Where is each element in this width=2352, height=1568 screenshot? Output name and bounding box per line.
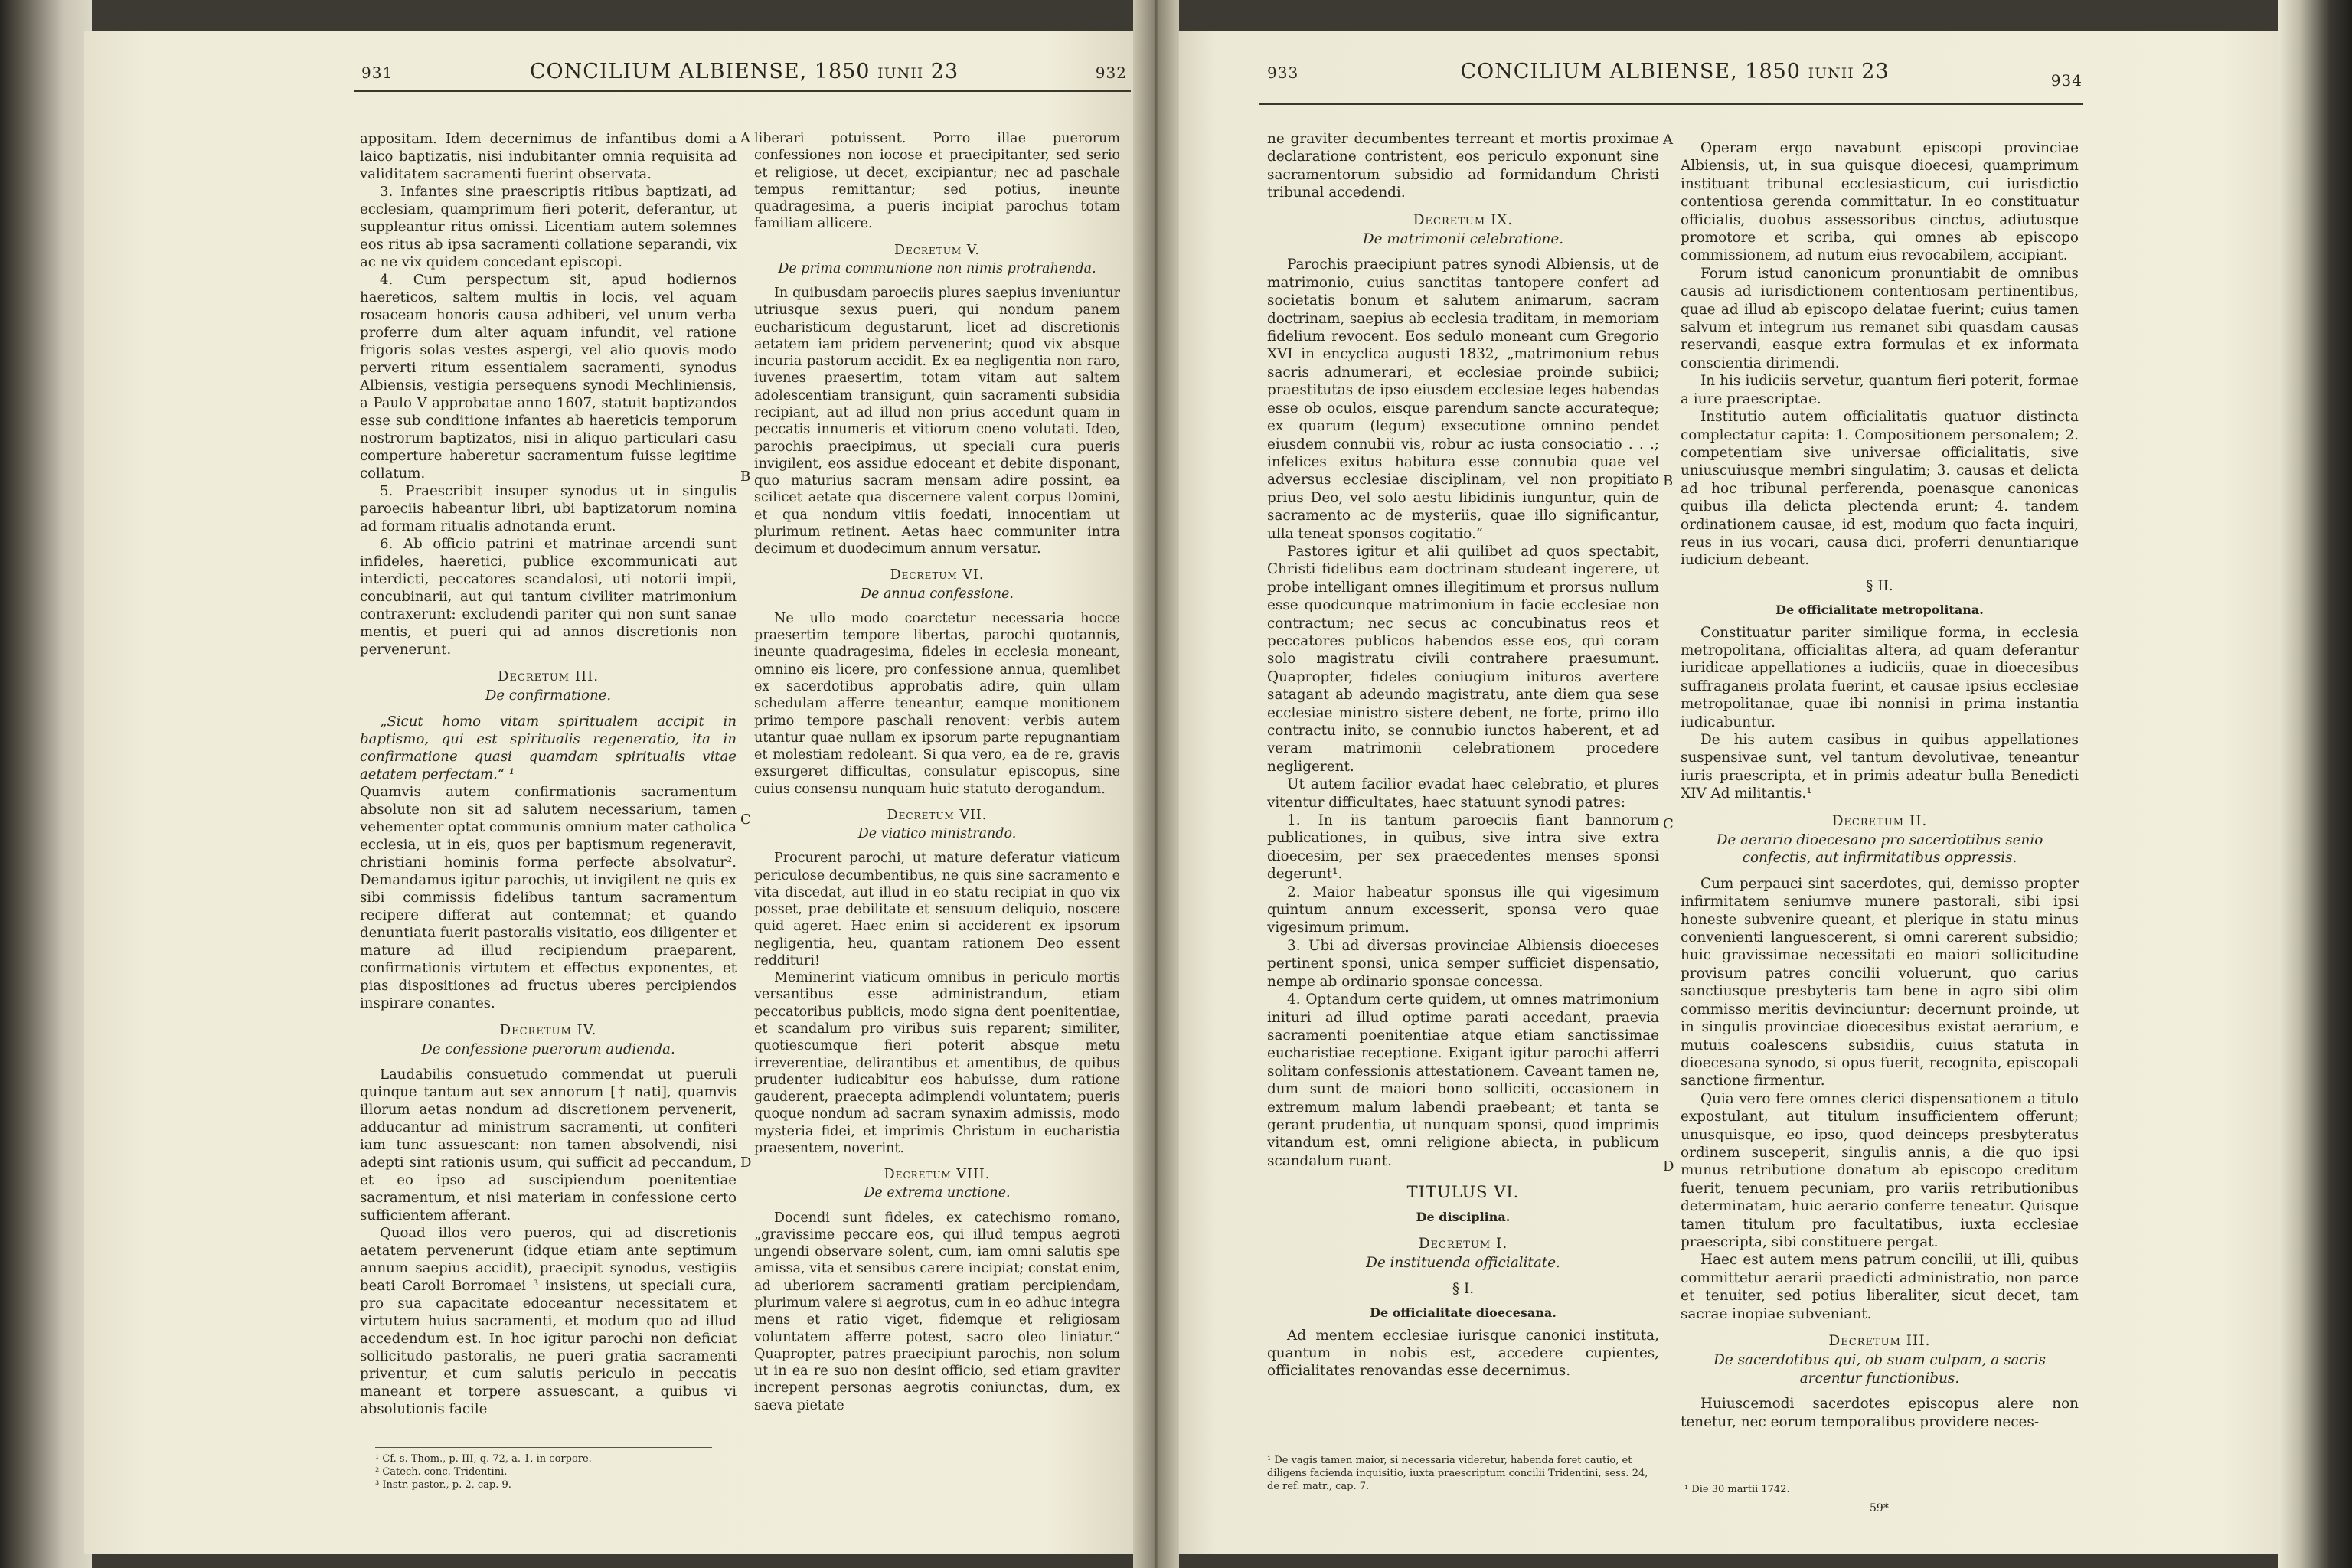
decree-heading: Decretum III.	[1828, 1333, 1931, 1349]
paragraph: appositam. Idem decernimus de infantibus domi a laico baptizatis, nisi indubitanter omnia requisita ad validitatem sacramenti fuerint observata.	[360, 131, 737, 183]
margin-letter: D	[740, 1155, 752, 1171]
decree-heading: Decretum VI.	[890, 567, 985, 583]
paragraph: Ut autem facilior evadat haec celebratio, et plures vitentur difficultates, haec statuunt synodi patres:	[1267, 776, 1659, 811]
paragraph: 5. Praescribit insuper synodus ut in singulis paroeciis habeantur libri, ubi baptizatorum nomina ad formam ritualis adnotanda erunt.	[360, 483, 737, 535]
left-page-column-1	[360, 130, 737, 1418]
paragraph: Forum istud canonicum pronuntiabit de omnibus causis ad iurisdictionem contentiosam pertinentibus, quae ad illud ab episcopo delatae fuerint; cuius tamen salvum et integrum ius remanet sibi quasdam causas reservandi, easque extra formulas et ex informata conscientia dirimendi.	[1681, 265, 2079, 371]
paragraph: Procurent parochi, ut mature deferatur viaticum periculose decumbentibus, ne quis sine sacramento e vita discedat, aut illud in eo statu recipiat in quo vix posset, prae debilitate et sensuum deliquio, noscere quid ageret. Haec enim si acciderent ex ipsorum negligentia, heu, quantam rationem Deo essent reddituri!	[754, 851, 1120, 969]
right-page-column-1	[1267, 130, 1659, 1380]
paragraph: liberari potuissent. Porro illae puerorum confessiones non iocose et praecipitanter, sed serio et religiose, ut decet, excipiantur; nec ad paschale tempus remittantur; sed potius, ineunte quadragesima, a pueris incipiat parochus totam familiam allicere.	[754, 131, 1120, 232]
right-page-header	[1267, 60, 2082, 90]
margin-letter: C	[740, 812, 751, 828]
paragraph: Operam ergo navabunt episcopi provinciae Albiensis, ut, in sua quisque dioecesi, quamprimum instituant tribunal ecclesiasticum, cui iurisdictio contentiosa gerenda committatur. In eo constituatur officialis, duobus assessoribus cinctus, adiutusque promotore et scriba, qui omnes ab episcopo commissionem, ad nutum eius revocabilem, accipiant.	[1681, 140, 2079, 264]
paragraph: Ne ullo modo coarctetur necessaria hocce praesertim tempore libertas, parochi quotannis, ineunte quadragesima, fideles in ecclesia moneant, omnino eis licere, pro confessione annua, quemlibet ex sacerdotibus approbatis adire, quin ullam schedulam afferre teneantur, eamque monitionem primo tempore paschali renovent: verbis autem utantur quae nullam ex ipsorum parte repugnantiam et molestiam redoleant. Si qua vero, ea de re, gravis exsurgeret difficultas, consulatur episcopus, sine cuius consensu nunquam huic statuto derogandum.	[754, 610, 1120, 797]
section-heading: De officialitate dioecesana.	[1370, 1305, 1557, 1321]
decree-heading: Decretum V.	[894, 242, 980, 258]
book-edge-right	[2278, 0, 2352, 1568]
running-title: CONCILIUM ALBIENSE, 1850 iunii 23	[529, 60, 959, 83]
paragraph: 2. Maior habeatur sponsus ille qui vigesimum quintum annum excesserit, sponsa vero quae vigesimum primum.	[1267, 884, 1659, 936]
decree-subtitle: De viatico ministrando.	[858, 826, 1017, 842]
header-rule	[354, 90, 1131, 92]
right-page-column-2	[1681, 139, 2079, 1431]
header-rule	[1259, 103, 2082, 105]
decree-subtitle: De instituenda officialitate.	[1366, 1255, 1560, 1272]
paragraph: 4. Optandum certe quidem, ut omnes matrimonium inituri ad illud optime parati accedant, praevia sacramenti poenitentiae atque etiam sanctissimae eucharistiae receptione. Exigant igitur parochi afferri solitam confessionis attestationem. Caveant tamen ne, dum sunt de maiori bono solliciti, occasionem in extremum malum labendi praebeant; et tanta se gerant prudentia, ut nunquam sponsi, quod imprimis vitandum est, omni religione abiecta, in publicum scandalum ruant.	[1267, 991, 1659, 1169]
paragraph: Constituatur pariter similique forma, in ecclesia metropolitana, officialitas altera, ad quam deferantur iuridicae appellationes a iudiciis, quae in dioecesibus suffraganeis prolata fuerint, et causae ipsius ecclesiae metropolitanae, quae ibi nonnisi in prima instantia iudicabuntur.	[1681, 624, 2079, 730]
decree-heading: Decretum III.	[497, 668, 599, 685]
decree-heading: Decretum II.	[1831, 812, 1928, 829]
margin-letter: D	[1663, 1158, 1674, 1174]
section-mark: § II.	[1866, 577, 1893, 594]
margin-letter: B	[1663, 473, 1674, 489]
section-heading: De disciplina.	[1416, 1209, 1511, 1224]
paragraph: Haec est autem mens patrum concilii, ut illi, quibus committetur aerarii praedicti administratio, non parce et tenuiter, sed potius liberaliter, sicut decet, tam sacrae inopiae subveniant.	[1681, 1252, 2079, 1322]
paragraph: Quoad illos vero pueros, qui ad discretionis aetatem pervenerunt (idque etiam ante septimum annum saepius accidit), praecipit synodus, vestigiis beati Caroli Borromaei ³ insistens, ut speciali cura, pro sua capacitate edoceantur necessitatem et virtutem huius sacramenti, et modum quo ad illud accedendum est. In hoc igitur parochi non deficiat sollicitudo pastoralis, ne pueri gratia sacramenti priventur, et cum salutis periculo in peccatis maneant et torpere assuescant, a quibus vi absolutionis facile	[360, 1224, 737, 1418]
decree-subtitle: De aerario dioecesano pro sacerdotibus senio confectis, aut infirmitatibus oppressis.	[1716, 832, 2043, 867]
margin-letter: A	[1663, 132, 1673, 148]
page-number: 931	[361, 64, 394, 82]
decree-subtitle: De prima communione non nimis protrahenda.	[778, 260, 1096, 276]
footnote: ¹ De vagis tamen maior, si necessaria videretur, habenda foret cautio, et diligens facienda inquisitio, iuxta praescriptum concilii Tridentini, sess. 24, de ref. matr., cap. 7.	[1267, 1455, 1648, 1492]
page-number: 934	[2050, 71, 2082, 90]
footnote: ³ Instr. pastor., p. 2, cap. 9.	[375, 1479, 511, 1491]
decree-heading: Decretum I.	[1418, 1235, 1508, 1252]
page-number: 933	[1267, 64, 1299, 82]
paragraph: In his iudiciis servetur, quantum fieri poterit, formae a iure praescriptae.	[1681, 373, 2079, 407]
paragraph: Quamvis autem confirmationis sacramentum absolute non sit ad salutem necessarium, tamen vehementer optat communis omnium mater catholica ecclesia, ut in eis, quos per baptismum regeneravit, christiani hominis forma perfecte absolvatur². Demandamus igitur parochis, ut invigilent ne quis ex sibi commissis fidelibus tantum sacramentum recipere differat aut contemnat; et quando denuntiata fuerit pastoralis visitatio, eos diligenter et mature ad illud recipiendum praeparent, confirmationis virtutem et effectus exponentes, et pias dispositiones ad fructus uberes percipiendos inspirare conantes.	[360, 783, 737, 1011]
paragraph: Institutio autem officialitatis quatuor distincta complectatur capita: 1. Compositionem personalem; 2. competentiam sive universae officialitatis, sive uniuscuiusque membri singulatim; 3. causas et delicta ad hoc tribunal perferenda, poenasque canonicas quibus illa delicta plectenda erunt; 4. tandem ordinationem causae, id est, modum quo facta inquiri, reus in ius vocari, causa dici, proferri denuntiarique iudicium debeant.	[1681, 409, 2079, 569]
right-page-footnote-right	[1684, 1478, 2067, 1496]
titulus-heading: TITULUS VI.	[1406, 1183, 1520, 1202]
decree-heading: Decretum IX.	[1413, 211, 1514, 228]
decree-subtitle: De confirmatione.	[485, 688, 612, 704]
running-title: CONCILIUM ALBIENSE, 1850 iunii 23	[1460, 60, 1890, 83]
paragraph: Docendi sunt fideles, ex catechismo romano, „gravissime peccare eos, qui illud tempus aegroti ungendi observare solent, cum, iam omni salutis spe amissa, vita et sensibus carere incipiat; constat enim, ad uberiorem sacramenti gratiam percipiendam, plurimum valere si aegrotus, cum in eo adhuc integra mens et ratio viget, fidemque et religiosam voluntatem afferre potest, sacro oleo liniatur.“ Quapropter, patres praecipiunt parochis, non solum ut in ea re suo non desint officio, sed etiam graviter increpent personas aegrotis coniunctas, dum, ex saeva pietate	[754, 1210, 1120, 1413]
decree-subtitle: De confessione puerorum audienda.	[421, 1040, 675, 1057]
margin-letter: C	[1663, 816, 1674, 832]
left-page-footnotes	[375, 1447, 712, 1491]
decree-subtitle: De matrimonii celebratione.	[1362, 231, 1564, 248]
paragraph: 3. Ubi ad diversas provinciae Albiensis dioeceses pertinent sponsi, unica semper sufficiet dispensatio, nempe ab ordinario sponsae concessa.	[1267, 937, 1659, 990]
decree-heading: Decretum IV.	[499, 1021, 597, 1038]
signature-mark: 59*	[1870, 1502, 1889, 1514]
book-gutter	[1133, 0, 1179, 1568]
paragraph: Parochis praecipiunt patres synodi Albiensis, ut de matrimonio, cuius sanctitas tantopere confert ad societatis bonum et salutem animarum, sacram doctrinam, saepius ab ecclesia traditam, in memoriam fidelium revocent. Eos sedulo moneant cum Gregorio XVI in encyclica augusti 1832, „matrimonium rebus sacris adnumerari, et ecclesiae proinde subiici; praestitutas de ipso eiusdem ecclesiae leges habendas esse ob oculos, eisque parendum sancte accurateque; ex quarum (legum) exsecutione omnino pendet eiusdem connubii vis, robur ac iusta consociatio . . .; infelices exitus habitura esse connubia quae vel adversus ecclesiae disciplinam, vel non propitiato prius Deo, vel solo aestu libidinis iunguntur, quin de sacramento ac de mysteriis, quae illo significantur, ulla teneat sponsos cogitatio.“	[1267, 256, 1659, 542]
right-page-footnote-left	[1267, 1449, 1650, 1493]
paragraph: Pastores igitur et alii quilibet ad quos spectabit, Christi fidelibus eam doctrinam studeant ingerere, ut probe intelligant omnes illegitimum et prorsus nullum esse quodcunque matrimonium in facie ecclesiae non contractum; nec secus ac concubinatus reos et peccatores publicos habendos esse eos, qui coram solo magistratu civili contrahere praesumunt. Quapropter, fideles coniugium inituros avertere satagant ab adeundo magistratu, ante diem qua sese ecclesiae ministro sistere debent, ne forte, primo illo contractu inito, se connubio iunctos haberent, et ad veram matrimonii celebrationem procedere negligerent.	[1267, 543, 1659, 775]
paragraph: Cum perpauci sint sacerdotes, qui, demisso propter infirmitatem seniumve munere pastorali, sibi ipsi honeste subvenire queant, et plerique in statu minus convenienti languescerent, si omni carerent subsidio; huic gravissimae necessitati eo maiori sollicitudine provisum patres concilii voluerunt, quo carius sanctiusque presbyteris tam bene in agro sibi olim commisso meritis devinciuntur: decernunt proinde, ut in singulis provinciae dioecesibus existat aerarium, e mutuis coalescens subsidiis, cuius statuta in dioecesana synodo, si opus fuerit, recognita, episcopali sanctione firmentur.	[1681, 875, 2079, 1089]
left-page-header	[361, 60, 1127, 83]
paragraph: Quia vero fere omnes clerici dispensationem a titulo expostulant, aut titulum insufficientem offerunt; unusquisque, eo ipso, quod deinceps presbyteratus ordinem susceperit, singulis annis, a die quo ipsi munus retributione donatum ab episcopo creditum fuerit, tenuem pecuniam, pro variis retributionibus determinatam, huic aerario conferre teneatur. Quisque tamen titulum pro facultatibus, iuxta ecclesiae praescripta, sibi constituere pergat.	[1681, 1090, 2079, 1250]
decree-heading: Decretum VII.	[887, 807, 988, 823]
margin-letter: B	[740, 469, 751, 485]
paragraph: „Sicut homo vitam spiritualem accipit in baptismo, qui est spiritualis regeneratio, ita in confirmatione quasi quamdam spiritualis vitae aetatem perfectam.“ ¹	[360, 713, 737, 782]
paragraph: 3. Infantes sine praescriptis ritibus baptizati, ad ecclesiam, quamprimum fieri poterit, deferantur, ut suppleantur ritus omissi. Licentiam autem solemnes eos ritus ab ipsa sacramenti collatione separandi, vix ac ne vix quidem concedant episcopi.	[360, 184, 737, 271]
paragraph: De his autem casibus in quibus appellationes suspensivae sunt, vel tantum devolutivae, teneantur iuris praescripta, et in primis adeatur bulla Benedicti XIV Ad militantis.¹	[1681, 732, 2079, 802]
footnote: ¹ Cf. s. Thom., p. III, q. 72, a. 1, in corpore.	[375, 1453, 592, 1465]
paragraph: Huiuscemodi sacerdotes episcopus alere non tenetur, nec eorum temporalibus providere neces-	[1681, 1396, 2079, 1430]
section-mark: § I.	[1452, 1280, 1475, 1297]
book-edge-left	[0, 0, 92, 1568]
decree-heading: Decretum VIII.	[884, 1167, 991, 1183]
paragraph: 6. Ab officio patrini et matrinae arcendi sunt infideles, haeretici, publice excommunicati aut interdicti, peccatores scandalosi, uti notorii impii, concubinarii, aut qui tantum civiliter matrimonium contraxerunt: excludendi pariter qui non sunt sanae mentis, et pueri qui ad annos discretionis non pervenerunt.	[360, 536, 737, 658]
decree-subtitle: De annua confessione.	[861, 586, 1014, 602]
paragraph: In quibusdam paroeciis plures saepius inveniuntur utriusque sexus pueri, qui nondum panem eucharisticum degustarunt, licet ad discretionis aetatem iam pridem pervenerint; quod vix absque incuria pastorum accidit. Ex ea negligentia non raro, iuvenes praesertim, totam vitam aut saltem adolescentiam transigunt, quin sacramenti subsidia recipiant, aut ad illud non prius accedunt quam in peccatis innumeris et vitiorum coeno volutati. Ideo, parochis praecipimus, ut speciali cura pueris invigilent, eos assidue edoceant et debite disponant, quo maturius sacram mensam adire possint, ea scilicet aetate qua discernere valent corpus Domini, et qua nondum vitiis foedati, innocentiam ut plurimum retinent. Aetas haec communiter intra decimum et duodecimum annum versatur.	[754, 286, 1120, 557]
paragraph: Meminerint viaticum omnibus in periculo mortis versantibus esse administrandum, etiam peccatoribus publicis, modo signa dent poenitentiae, et scandalum pro viribus suis reparent; similiter, quotiescumque fieri poterit absque metu irreverentiae, delirantibus et amentibus, de quibus prudenter iudicabitur eos habuisse, dum ratione gauderent, praecepta adimplendi voluntatem; pueris quoque nondum ad sacram synaxim admissis, modo mysteria fidei, et imprimis Christum in eucharistia praesentem, noverint.	[754, 970, 1120, 1156]
page-number: 932	[1095, 64, 1127, 82]
paragraph: 1. In iis tantum paroeciis fiant bannorum publicationes, in quibus, sive intra sive extra dioecesim, per sex praecedentes menses sponsi degerunt¹.	[1267, 812, 1659, 883]
margin-letter: A	[740, 130, 750, 146]
paragraph: Ad mentem ecclesiae iurisque canonici instituta, quantum in nobis est, accedere cupientes, officialitates renovandas esse decernimus.	[1267, 1327, 1659, 1380]
decree-subtitle: De extrema unctione.	[864, 1185, 1011, 1201]
left-page-column-2	[754, 130, 1120, 1414]
paragraph: 4. Cum perspectum sit, apud hodiernos haereticos, saltem multis in locis, vel aquam rosaceam honoris causa adhiberi, vel unum verba proferre dum alter aquam infundit, vel ratione frigoris solas vestes aspergi, vel alio quovis modo perverti ritum essentialem sacramenti, synodus Albiensis, vestigia persequens synodi Mechliniensis, a Paulo V approbatae anno 1607, statuit baptizandos esse sub conditione infantes ab haereticis temporum nostrorum baptizatos, nisi in aliquo particulari casu comperture haberetur sacramentum fuisse legitime collatum.	[360, 272, 737, 482]
section-heading: De officialitate metropolitana.	[1775, 603, 1984, 618]
decree-subtitle: De sacerdotibus qui, ob suam culpam, a sacris arcentur functionibus.	[1713, 1352, 2046, 1387]
paragraph: Laudabilis consuetudo commendat ut pueruli quinque tantum aut sex annorum [† nati], quamvis illorum aetas nondum ad discretionem pervenerit, adducantur ad ministrum sacramenti, ut confiteri iam tunc assuescant: non tamen absolvendi, nisi adepti sint rationis usum, qui sufficit ad peccandum, et eo ipso ad suscipiendum poenitentiae sacramentum, et nisi materiam in confessione certo sufficientem afferant.	[360, 1066, 737, 1223]
paragraph: ne graviter decumbentes terreant et mortis proximae declaratione contristent, eos periculo exponunt sine sacramentorum subsidio ad formidandum Christi tribunal accedendi.	[1267, 131, 1659, 201]
footnote: ¹ Die 30 martii 1742.	[1684, 1484, 1790, 1495]
footnote: ² Catech. conc. Tridentini.	[375, 1466, 508, 1478]
